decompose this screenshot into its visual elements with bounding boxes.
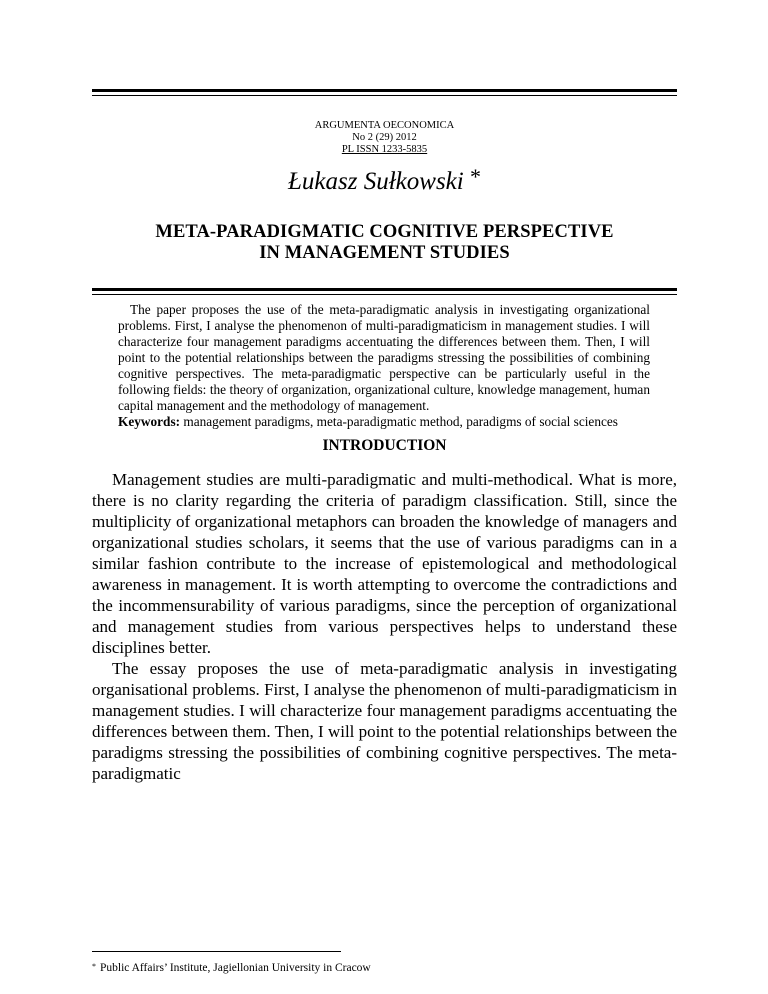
footnote-mark: * — [92, 962, 96, 971]
abstract — [118, 302, 650, 430]
author-line — [92, 164, 677, 196]
keywords-line — [118, 414, 650, 430]
journal-issn: PL ISSN 1233-5835 — [341, 144, 428, 155]
section-heading: INTRODUCTION — [322, 437, 447, 454]
paper-title — [92, 222, 677, 264]
header-rule-bottom — [92, 288, 677, 295]
journal-name: ARGUMENTA OECONOMICA — [314, 120, 455, 131]
author-name: Łukasz Sułkowski — [288, 168, 464, 195]
header-rule-top — [92, 89, 677, 96]
author-footnote-mark: * — [469, 164, 481, 189]
abstract-text: The paper proposes the use of the meta-paradigmatic analysis in investigating organizational problems. First, I analyse the phenomenon of multi-paradigmaticism in management studies. I will characterize four management paradigms accentuating the differences between them. Then, I will point to the potential relationships between the paradigms stressing the possibilities of combining cognitive perspectives. The meta-paradigmatic perspective can be particularly useful in the following fields: the theory of organization, organizational culture, knowledge management, human capital management and the methodology of management. — [118, 302, 650, 413]
footnote-text: Public Affairs’ Institute, Jagiellonian University in Cracow — [100, 962, 371, 974]
body-text — [92, 469, 677, 784]
journal-info — [92, 120, 677, 156]
body-paragraph-2: The essay proposes the use of meta-paradigmatic analysis in investigating organisational problems. First, I analyse the phenomenon of multi-paradigmaticism in management studies. I will characterize four management paradigms accentuating the differences between them. Then, I will point to the potential relationships between the paradigms stressing the possibilities of combining cognitive perspectives. The meta-paradigmatic — [92, 659, 677, 783]
footnote-rule — [92, 951, 341, 952]
title-line-1: META-PARADIGMATIC COGNITIVE PERSPECTIVE — [155, 222, 614, 242]
keywords: management paradigms, meta-paradigmatic method, paradigms of social sciences — [183, 414, 618, 429]
footnote — [92, 962, 371, 974]
keywords-label: Keywords: — [118, 414, 181, 429]
title-line-2: IN MANAGEMENT STUDIES — [259, 243, 510, 263]
journal-issue: No 2 (29) 2012 — [352, 132, 417, 143]
body-paragraph-1: Management studies are multi-paradigmatic and multi-methodical. What is more, there is no clarity regarding the criteria of paradigm classification. Still, since the multiplicity of organizational metaphors can broaden the knowledge of managers and organizational studies scholars, it seems that the use of various paradigms can in a similar fashion contribute to the increase of epistemological and methodological awareness in management. It is worth attempting to overcome the contradictions and the incommensurability of various paradigms, since the perception of organizational and management studies from various perspectives helps to understand these disciplines better. — [92, 470, 677, 657]
